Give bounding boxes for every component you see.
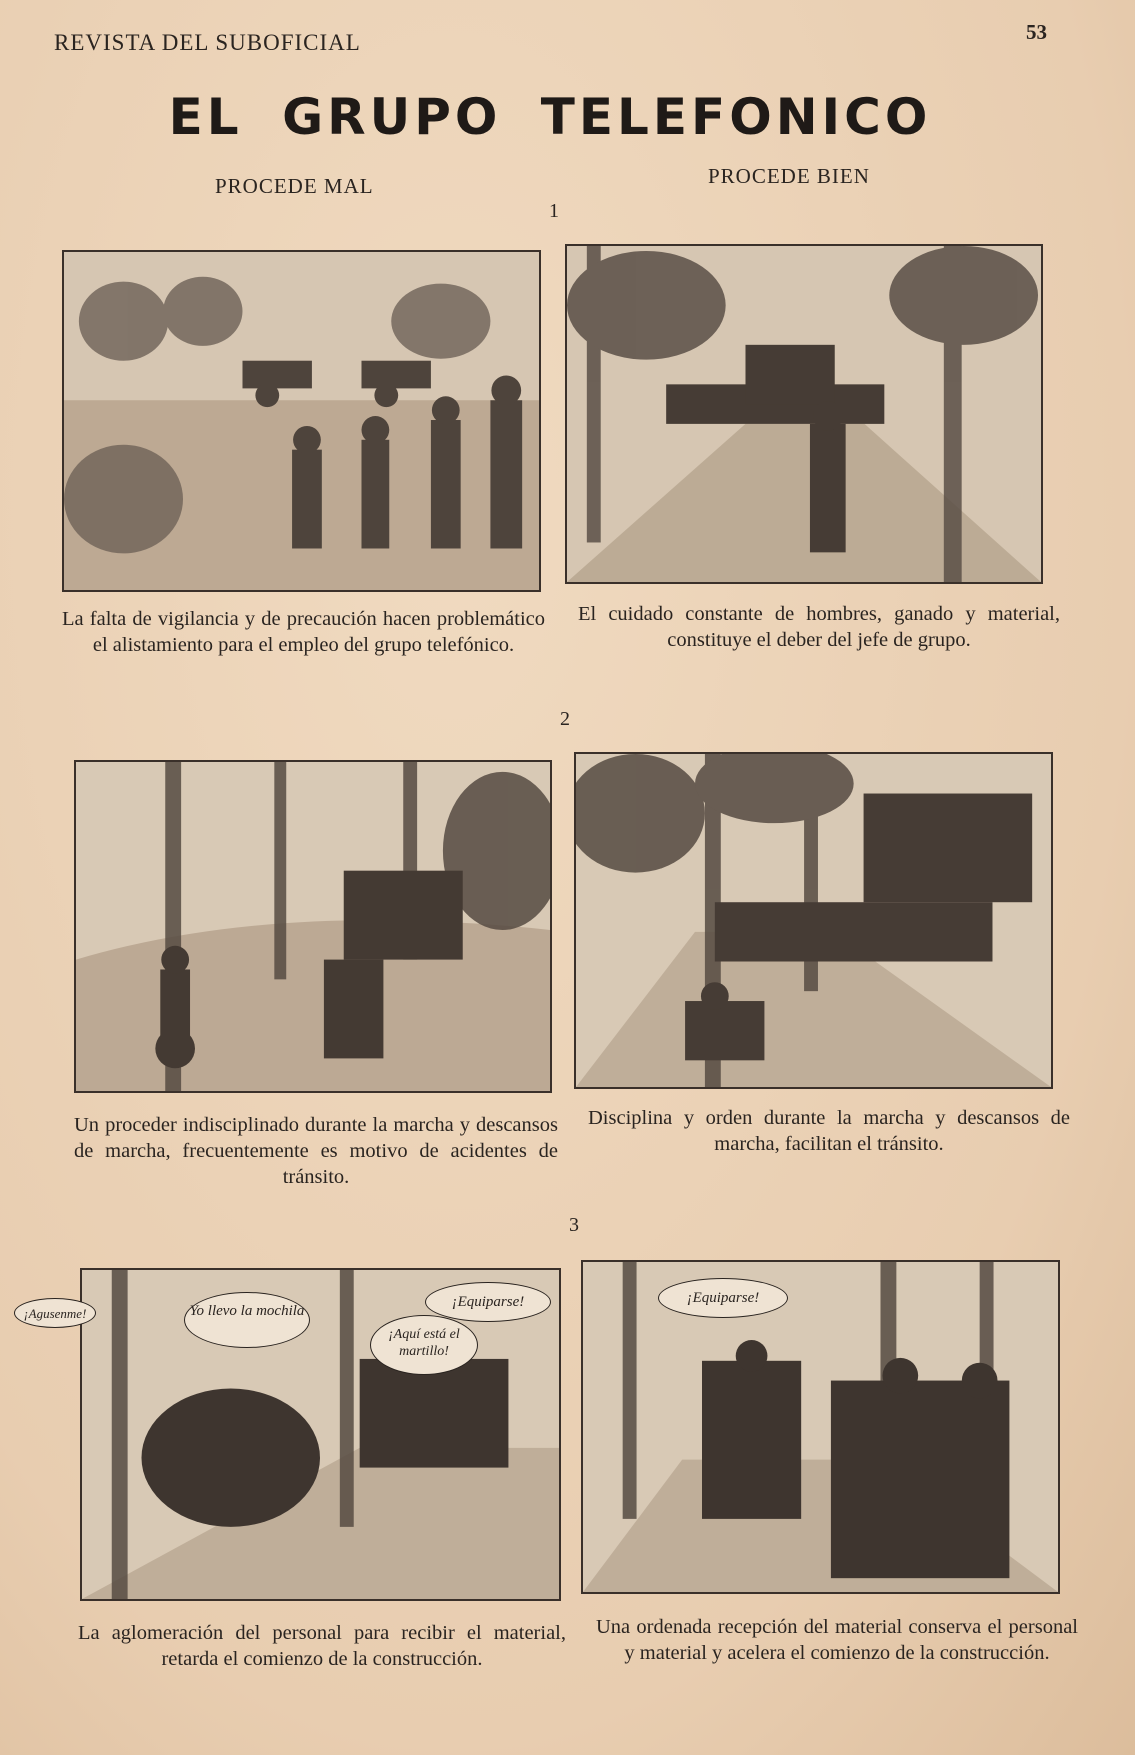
illustration-bad-2	[74, 760, 552, 1093]
speech-bubble: ¡Aquí está el martillo!	[370, 1315, 478, 1375]
illustration-bad-1	[62, 250, 541, 592]
illustration-good-1	[565, 244, 1043, 584]
section-number: 3	[569, 1214, 579, 1236]
caption-bad-3: La aglomeración del personal para recibir el material, retarda el comienzo de la construcción.	[78, 1622, 566, 1670]
caption-bad-2: Un proceder indisciplinado durante la marcha y descansos de marcha, frecuentemente es motivo de acidentes de tránsito.	[74, 1114, 558, 1188]
page-title: EL GRUPO TELEFONICO	[168, 88, 932, 146]
column-heading-bad: PROCEDE MAL	[215, 174, 374, 198]
speech-bubble: ¡Equiparse!	[425, 1282, 551, 1322]
page-number: 53	[1026, 20, 1047, 44]
illustration-good-3	[581, 1260, 1060, 1594]
section-number: 2	[560, 708, 570, 730]
column-heading-good: PROCEDE BIEN	[708, 164, 870, 188]
caption-good-1: El cuidado constante de hombres, ganado y material, constituye el deber del jefe de grupo.	[578, 603, 1060, 651]
caption-bad-1: La falta de vigilancia y de precaución hacen problemático el alistamiento para el empleo del grupo telefónico.	[62, 608, 545, 656]
speech-bubble: ¡Agusenme!	[14, 1298, 96, 1328]
publication-header: REVISTA DEL SUBOFICIAL	[54, 30, 361, 55]
illustration-good-2	[574, 752, 1053, 1089]
section-number: 1	[549, 200, 559, 222]
caption-good-3: Una ordenada recepción del material conserva el personal y material y acelera el comienzo de la construcción.	[596, 1616, 1078, 1664]
speech-bubble: Yo llevo la mochila	[184, 1292, 310, 1348]
speech-bubble: ¡Equiparse!	[658, 1278, 788, 1318]
caption-good-2: Disciplina y orden durante la marcha y descansos de marcha, facilitan el tránsito.	[588, 1107, 1070, 1155]
